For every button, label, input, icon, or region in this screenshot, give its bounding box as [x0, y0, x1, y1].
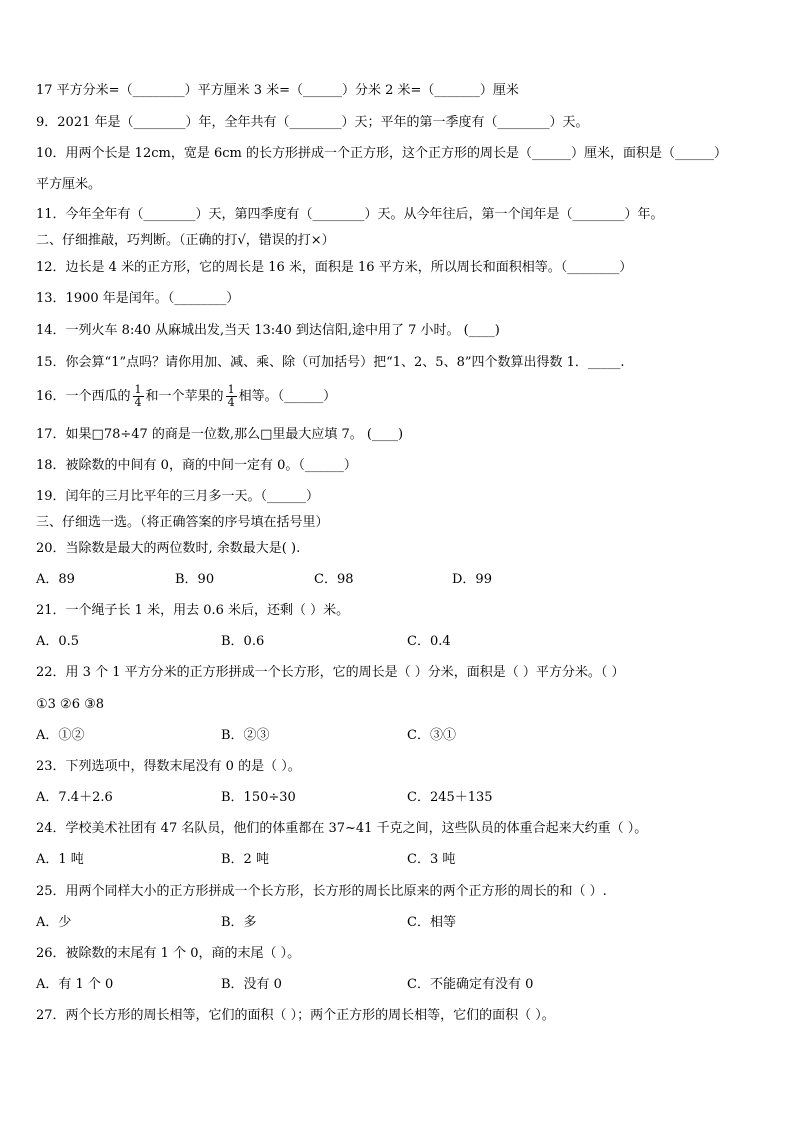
q23-option-b: B．150÷30	[221, 790, 296, 805]
fraction-one-quarter: $\frac{1}{4}$	[227, 383, 235, 409]
q21-option-c: C．0.4	[407, 634, 451, 649]
q20-option-c: C．98	[314, 572, 354, 587]
q20-option-d: D．99	[452, 572, 492, 587]
question-19: 19．闰年的三月比平年的三月多一天。（______）	[36, 489, 320, 504]
question-27: 27．两个长方形的周长相等，它们的面积（ ）；两个正方形的周长相等，它们的面积（ ）。	[36, 1008, 555, 1023]
q20-option-b: B．90	[175, 572, 215, 587]
q22-option-a: A．①②	[36, 728, 85, 743]
q25-option-a: A．少	[36, 915, 72, 930]
question-22: 22．用 3 个 1 平方分米的正方形拼成一个长方形，它的周长是（ ）分米，面积是（ ）平方分米。（ ）	[36, 665, 625, 680]
q20-option-a: A．89	[36, 572, 75, 587]
question-16-pre: 16．一个西瓜的	[36, 389, 131, 404]
question-17: 17．如果□78÷47 的商是一位数,那么□里最大应填 7。 (____)	[36, 427, 404, 442]
question-26: 26．被除数的末尾有 1 个 0，商的末尾（ ）。	[36, 946, 301, 961]
q22-option-c: C．③①	[407, 728, 456, 743]
q21-option-a: A．0.5	[36, 634, 80, 649]
q24-option-c: C．3 吨	[407, 852, 456, 867]
q25-option-b: B．多	[221, 915, 257, 930]
question-20: 20．当除数是最大的两位数时, 余数最大是( ).	[36, 541, 301, 556]
q23-option-a: A．7.4＋2.6	[36, 790, 113, 805]
question-18: 18．被除数的中间有 0，商的中间一定有 0。（______）	[36, 458, 357, 473]
question-10-line2: 平方厘米。	[36, 177, 102, 192]
q25-option-c: C．相等	[407, 915, 456, 930]
question-16-post: 相等。（______）	[238, 389, 337, 404]
question-12: 12．边长是 4 米的正方形，它的周长是 16 米，面积是 16 平方米，所以周长和面积相等。（________）	[36, 260, 633, 275]
question-13: 13．1900 年是闰年。（________）	[36, 291, 240, 306]
q26-option-b: B．没有 0	[221, 977, 282, 992]
question-23: 23．下列选项中，得数末尾没有 0 的是（ ）。	[36, 759, 301, 774]
q26-option-c: C．不能确定有没有 0	[407, 977, 534, 992]
question-15: 15．你会算“1”点吗？请你用加、减、乘、除（可加括号）把“1、2、5、8”四个数算出得数 1．_____.	[36, 355, 625, 370]
question-22-choices: ①3 ②6 ③8	[36, 697, 105, 712]
question-14: 14．一列火车 8:40 从麻城出发,当天 13:40 到达信阳,途中用了 7 小时。 (____)	[36, 323, 500, 338]
q22-option-b: B．②③	[221, 728, 270, 743]
question-9: 9．2021 年是（________）年，全年共有（________）天；平年的第一季度有（________）天。	[36, 115, 589, 130]
section-3-heading: 三、仔细选一选。（将正确答案的序号填在括号里）	[36, 515, 329, 530]
question-16-mid: 和一个苹果的	[145, 389, 224, 404]
question-25: 25．用两个同样大小的正方形拼成一个长方形，长方形的周长比原来的两个正方形的周长的和（ ）.	[36, 884, 607, 899]
section-2-heading: 二、仔细推敲，巧判断。（正确的打√，错误的打×）	[36, 233, 335, 248]
q24-option-b: B．2 吨	[221, 852, 269, 867]
question-21: 21．一个绳子长 1 米，用去 0.6 米后，还剩（ ）米。	[36, 603, 350, 618]
question-11: 11．今年全年有（________）天，第四季度有（________）天。从今年往后，第一个闰年是（________）年。	[36, 207, 664, 222]
fraction-one-quarter: $\frac{1}{4}$	[134, 383, 142, 409]
q23-option-c: C．245＋135	[407, 790, 493, 805]
question-10-line1: 10．用两个长是 12cm，宽是 6cm 的长方形拼成一个正方形，这个正方形的周长是（______）厘米，面积是（______）	[36, 146, 727, 161]
q24-option-a: A．1 吨	[36, 852, 84, 867]
question-8-unit-conversion: 17 平方分米=（________）平方厘米 3 米=（______）分米 2 米=（_______）厘米	[36, 83, 519, 98]
question-24: 24．学校美术社团有 47 名队员，他们的体重都在 37~41 千克之间，这些队员的体重合起来大约重（ ）。	[36, 821, 648, 836]
q26-option-a: A．有 1 个 0	[36, 977, 114, 992]
q21-option-b: B．0.6	[221, 634, 265, 649]
question-16	[36, 380, 336, 414]
